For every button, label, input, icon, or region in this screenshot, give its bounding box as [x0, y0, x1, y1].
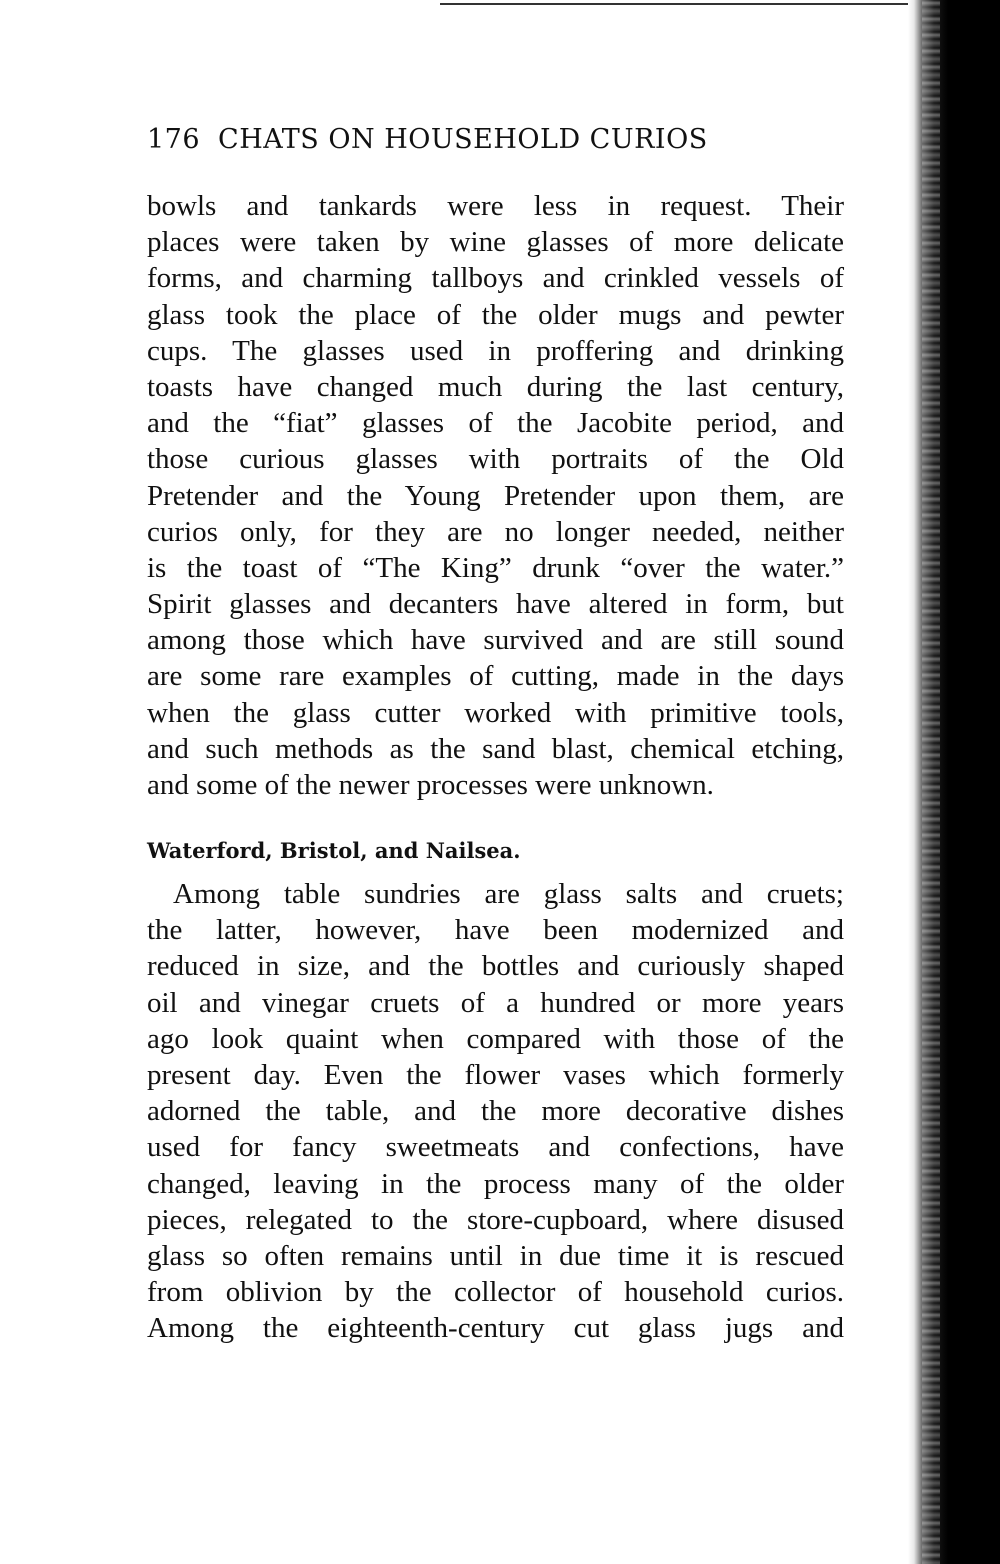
text-line: and some of the newer processes were unknown.: [147, 769, 714, 801]
paragraph-1: [147, 188, 844, 803]
text-line: toasts have changed much during the last century,: [147, 370, 844, 403]
running-head: [147, 124, 887, 155]
text-line: is the toast of “The King” drunk “over the water.”: [147, 551, 844, 584]
text-line: changed, leaving in the process many of the older: [147, 1167, 844, 1200]
running-head-title: CHATS ON HOUSEHOLD CURIOS: [218, 124, 708, 155]
paragraph-2: [147, 876, 844, 1346]
text-line: pieces, relegated to the store-cupboard, where disused: [147, 1203, 844, 1236]
text-line: Among the eighteenth-century cut glass jugs and: [147, 1312, 844, 1345]
text-line: those curious glasses with portraits of the Old: [147, 443, 844, 476]
binding-gutter-speckle: [922, 0, 940, 1564]
text-line: among those which have survived and are still sound: [147, 624, 844, 657]
text-line: places were taken by wine glasses of more delicate: [147, 226, 844, 259]
text-line: glass took the place of the older mugs and pewter: [147, 298, 844, 331]
text-line: Spirit glasses and decanters have altered in form, but: [147, 588, 844, 621]
text-line: cups. The glasses used in proffering and drinking: [147, 334, 844, 367]
text-line: forms, and charming tallboys and crinkled vessels of: [147, 262, 844, 295]
text-line: reduced in size, and the bottles and curiously shaped: [147, 950, 844, 983]
text-line: Among table sundries are glass salts and cruets;: [173, 878, 844, 910]
page-number: 176: [147, 124, 201, 155]
section-heading: Waterford, Bristol, and Nailsea.: [147, 838, 521, 863]
text-line: adorned the table, and the more decorative dishes: [147, 1095, 844, 1128]
text-line: and the “fiat” glasses of the Jacobite period, and: [147, 407, 844, 440]
text-line: glass so often remains until in due time it is rescued: [147, 1239, 844, 1272]
text-line: ago look quaint when compared with those of the: [147, 1022, 844, 1055]
text-line: Pretender and the Young Pretender upon them, are: [147, 479, 844, 512]
text-line: when the glass cutter worked with primitive tools,: [147, 696, 844, 729]
text-line: present day. Even the flower vases which formerly: [147, 1058, 844, 1091]
text-line: used for fancy sweetmeats and confections, have: [147, 1131, 844, 1164]
text-line: oil and vinegar cruets of a hundred or more years: [147, 986, 844, 1019]
text-line: from oblivion by the collector of household curios.: [147, 1276, 844, 1309]
text-line: curios only, for they are no longer needed, neither: [147, 515, 844, 548]
text-line: the latter, however, have been modernized and: [147, 914, 844, 947]
top-edge-rule: [440, 3, 910, 5]
text-line: are some rare examples of cutting, made in the days: [147, 660, 844, 693]
text-line: and such methods as the sand blast, chemical etching,: [147, 732, 844, 765]
text-line: bowls and tankards were less in request. Their: [147, 190, 844, 222]
